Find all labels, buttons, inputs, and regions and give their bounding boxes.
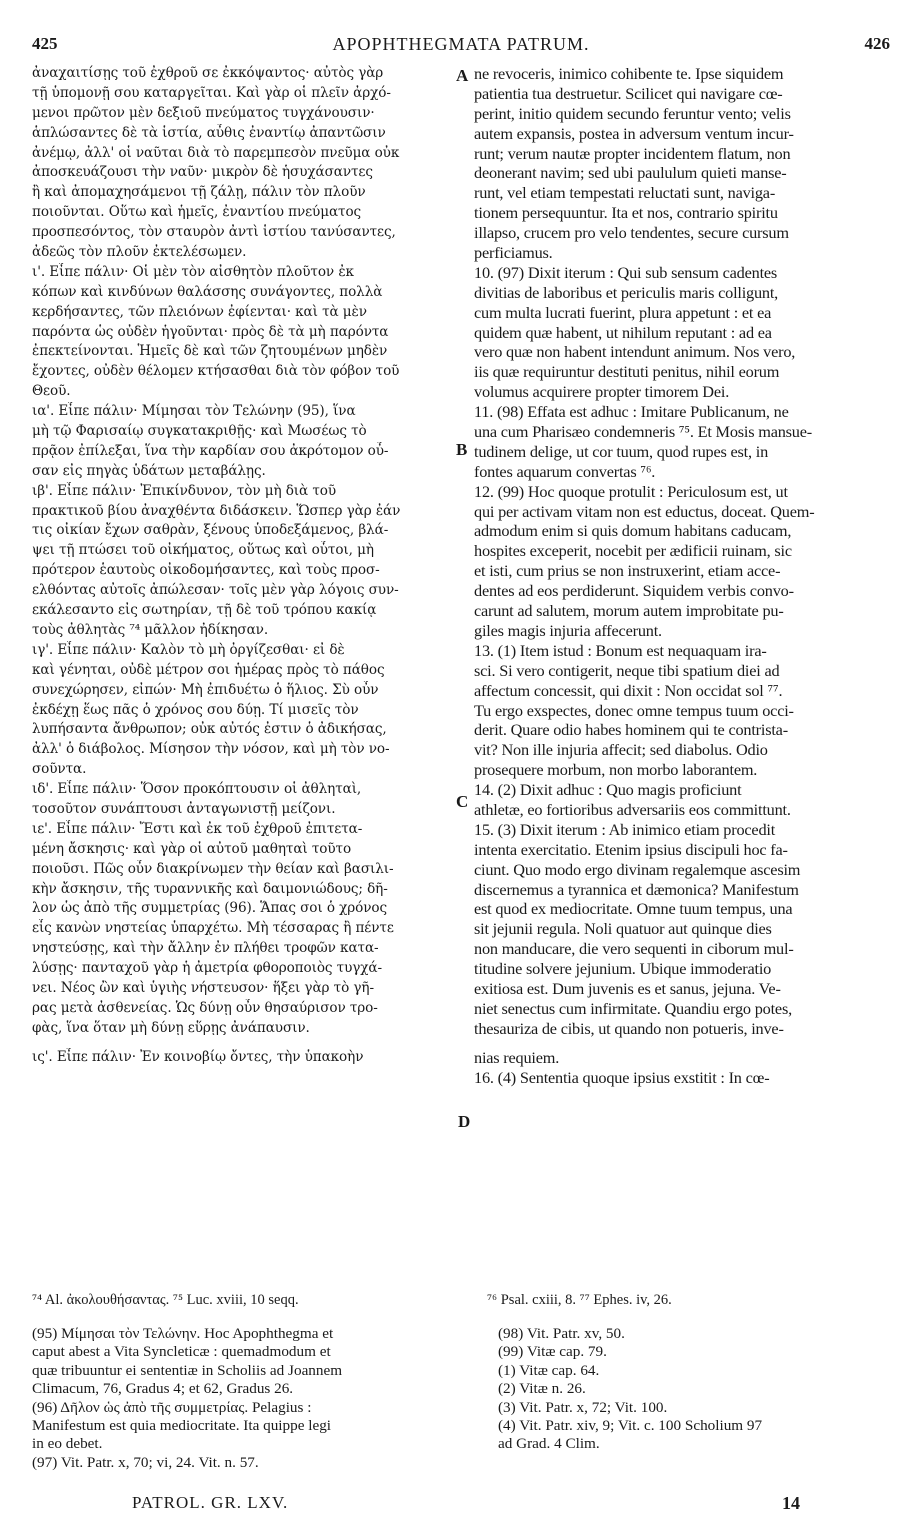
latin-text-line: 15. (3) Dixit iterum : Ab inimico etiam procedit <box>474 819 776 839</box>
note-line: (96) Δῆλον ὡς ἀπὸ τῆς συμμετρίας. Pelagius : <box>32 1398 312 1416</box>
greek-text-line: ἀδεῶς τὸν πλοῦν ἐκτελέσωμεν. <box>32 244 247 261</box>
paragraph-gap <box>32 1039 462 1048</box>
greek-text-line: μένη ἄσκησις· καὶ γὰρ οἱ αὐτοῦ μαθηταὶ τοῦτο <box>32 840 352 857</box>
latin-text-line: 10. (97) Dixit iterum : Qui sub sensum cadentes <box>474 262 778 282</box>
page-header <box>32 34 890 58</box>
greek-text-line: τοὺς ἀθλητὰς ⁷⁴ μᾶλλον ἠδίκησαν. <box>32 621 269 638</box>
greek-text-line: νει. Νέος ὢν καὶ ὑγιὴς νήστευσον· ἥξει γὰρ τὸ γῆ- <box>32 979 374 996</box>
latin-text-line: Tu ergo exspectes, donec omne tempus tuum occi- <box>474 700 794 720</box>
greek-text-line: μὴ τῷ Φαρισαίῳ συγκατακριθῇς· καὶ Μωσέως τὸ <box>32 423 367 440</box>
note-line: (1) Vitæ cap. 64. <box>498 1361 600 1379</box>
greek-text-line: ποιοῦνται. Οὕτω καὶ ἡμεῖς, ἐναντίου πνεύματος <box>32 204 362 221</box>
greek-text-line: λον ὡς ἀπὸ τῆς συμμετρίας (96). Ἅπας σοι ὁ χρόνος <box>32 900 387 917</box>
footnotes-left <box>32 1291 472 1310</box>
latin-text-line: ne revoceris, inimico cohibente te. Ipse siquidem <box>474 64 784 83</box>
note-line: (2) Vitæ n. 26. <box>498 1380 586 1398</box>
latin-text-line: 11. (98) Effata est adhuc : Imitare Publicanum, ne <box>474 402 789 422</box>
greek-text-line: πρακτικοῦ βίου ἀναχθέντα διδάσκειν. Ὥσπερ γὰρ ἐάν <box>32 502 401 519</box>
latin-text-line: intenta exercitatio. Etenim ipsius discipuli hoc fa- <box>474 839 788 859</box>
greek-text-line: Θεοῦ. <box>32 383 71 400</box>
greek-text-line: προσπεσόντος, τὸν σταυρὸν ἀντὶ ἱστίου τανύσαντες, <box>32 224 396 241</box>
latin-text-line: iis quæ requiruntur destituti penitus, nihil eorum <box>474 362 780 382</box>
latin-text-line: sit jejunii regula. Noli quatuor aut quinque dies <box>474 919 772 939</box>
margin-marker-c: C <box>456 792 469 811</box>
latin-text-column <box>474 64 890 1087</box>
greek-text-line: ἀναχαιτίσῃς τοῦ ἐχθροῦ σε ἐκκόψαντος· αὐτὸς γὰρ <box>32 65 384 81</box>
latin-text-line: tudinem delige, ut cor tuum, quod rupes est, in <box>474 441 769 461</box>
note-line: (95) Μίμησαι τὸν Τελώνην. Hoc Apophthegma et <box>32 1325 334 1342</box>
greek-text-line: σαν εἰς πηγὰς ὑδάτων μεταβάλῃς. <box>32 462 266 479</box>
latin-text-line: cum multa lucrati fuerint, plura appetunt : et ea <box>474 302 772 322</box>
greek-text-line: ἀνέμῳ, ἀλλ' οἱ ναῦται διὰ τὸ παρεμπεσὸν πνεῦμα οὐκ <box>32 144 400 161</box>
latin-text-line: titudine solvere jejunium. Ubique immoderatio <box>474 959 772 979</box>
latin-text-line: ciunt. Quo modo ergo divinam regalemque ascesim <box>474 859 801 879</box>
greek-text-line: λύσῃς· πανταχοῦ γὰρ ἡ ἀμετρία φθοροποιὸς τυγχά- <box>32 960 382 977</box>
greek-text-line: τις οἰκίαν ἔχων σαθρὰν, ξένους ὑποδεξάμενος, βλά- <box>32 522 389 539</box>
latin-text-line: 16. (4) Sententia quoque ipsius exstitit : In cœ- <box>474 1067 770 1087</box>
latin-text-line: affectum concessit, qui dixit : Non occidat sol ⁷⁷. <box>474 680 783 700</box>
greek-text-line: κόπων καὶ κινδύνων θαλάσσης συνάγοντες, πολλὰ <box>32 283 383 300</box>
latin-text-line: et isti, cum prius se non instruxerint, etiam acce- <box>474 561 781 581</box>
latin-text-line: runt; verum nautæ propter incidentem flatum, non <box>474 143 791 163</box>
greek-text-line: ἔχοντες, οὐδὲν θέλομεν κτήσασθαι διὰ τὸν φόβον τοῦ <box>32 363 400 380</box>
greek-text-line: ἁπλώσαντες δὲ τὰ ἱστία, αὖθις ἐναντίῳ ἀπαντῶσιν <box>32 124 386 141</box>
greek-text-line: ιγ'. Εἶπε πάλιν· Καλὸν τὸ μὴ ὀργίζεσθαι· εἰ δὲ <box>32 641 345 658</box>
latin-text-line: niet senectus cum infirmitate. Quandiu ergo potes, <box>474 998 792 1018</box>
latin-text-line: exitiosa est. Dum juvenis es et sanus, jejuna. Ve- <box>474 978 781 998</box>
latin-text-line: giles magis injuria affecerunt. <box>474 620 662 640</box>
note-line: Manifestum est quia mediocritate. Ita quippe legi <box>32 1417 332 1435</box>
greek-text-line: πρότερον ἑαυτοὺς οἰκοδομήσαντες, καὶ τοὺς προσ- <box>32 562 380 579</box>
note-line: (98) Vit. Patr. xv, 50. <box>498 1325 625 1342</box>
greek-text-line: εκάλεσαντο εἰς σωτηρίαν, τῇ δὲ τοῦ τρόπου κακίᾳ <box>32 602 377 619</box>
latin-text-line: vit? Non ille injuria affecit; sed diabolus. Odio <box>474 740 768 760</box>
note-line: ad Grad. 4 Clim. <box>498 1435 600 1453</box>
margin-marker-a: A <box>456 66 469 85</box>
latin-text-line: est quod ex mediocritate. Omne tuum tempus, una <box>474 899 793 919</box>
greek-text-line: σοῦντα. <box>32 761 87 778</box>
editorial-notes-right <box>498 1325 898 1454</box>
latin-text-line: hospites exceperit, nocebit per ædificii ruinam, sic <box>474 541 792 561</box>
latin-text-line: quidem quæ habent, ut nihilum reputant : ad ea <box>474 322 772 342</box>
note-line: caput abest a Vita Syncleticæ : quemadmodum et <box>32 1343 331 1361</box>
greek-text-line: ἐκδέχῃ ἕως πᾶς ὁ χρόνος σου δύῃ. Τί μισεῖς τὸν <box>32 701 359 718</box>
running-title: APOPHTHEGMATA PATRUM. <box>332 34 590 54</box>
greek-text-line: ἐπεκτείνονται. Ἡμεῖς δὲ καὶ τῶν ζητουμένων μηδὲν <box>32 343 388 360</box>
latin-text-line: vero quæ non habent intendunt animum. Nos vero, <box>474 342 796 362</box>
note-line: (97) Vit. Patr. x, 70; vi, 24. Vit. n. 57. <box>32 1453 259 1471</box>
note-line: in eo debet. <box>32 1435 103 1453</box>
greek-text-line: πρᾷον ἐπίλεξαι, ἵνα τὴν καρδίαν σου ἀκρότομον οὖ- <box>32 442 389 459</box>
latin-text-line: carunt ad salutem, morum autem improbitate pu- <box>474 601 784 621</box>
greek-text-line: λυπήσαντα ἄνθρωπον; οὐκ αὐτός ἐστιν ὁ ἀδικήσας, <box>32 721 387 738</box>
greek-text-line: ψει τῇ πτώσει τοῦ οἰκήματος, οὕτως καὶ οὗτοι, μὴ <box>32 542 374 559</box>
latin-text-line: prosequere morbum, non morbo laborantem. <box>474 760 758 780</box>
latin-text-line: thesauriza de cibis, ut quando non potueris, inve- <box>474 1018 784 1038</box>
latin-text-line: perficiamus. <box>474 243 553 263</box>
signature-mark: PATROL. GR. LXV. <box>132 1493 289 1512</box>
greek-text-line: καὶ γένηται, οὐδὲ μέτρον σοι ἡμέρας πρὸς τὸ πάθος <box>32 661 385 678</box>
greek-text-line: ια'. Εἶπε πάλιν· Μίμησαι τὸν Τελώνην (95), ἵνα <box>32 403 356 420</box>
latin-text-line: patientia tua destruetur. Scilicet qui navigare cœ- <box>474 83 783 103</box>
greek-text-line: ιβ'. Εἶπε πάλιν· Ἐπικίνδυνον, τὸν μὴ διὰ τοῦ <box>32 482 337 499</box>
latin-text-line: divitias de laboribus et periculis maris colligunt, <box>474 282 779 302</box>
latin-text-line: 13. (1) Item istud : Bonum est nequaquam ira- <box>474 640 767 660</box>
latin-text-line: sci. Si vero contigerit, neque tibi spatium diei ad <box>474 660 780 680</box>
note-line: Climacum, 76, Gradus 4; et 62, Gradus 26. <box>32 1380 294 1398</box>
greek-text-line: συνεχώρησεν, εἰπών· Μὴ ἐπιδυέτω ὁ ἥλιος. Σὺ οὖν <box>32 681 379 698</box>
greek-text-line: εἷς κανὼν νηστείας ὑπαρχέτω. Μὴ τέσσαρας ἢ πέντε <box>32 920 394 937</box>
greek-text-line: κερδήσαντες, τῶν πλειόνων ἐφίενται· καὶ τὰ μὲν <box>32 303 367 320</box>
latin-text-line: 14. (2) Dixit adhuc : Quo magis proficiunt <box>474 780 742 800</box>
greek-text-line: τοσοῦτον συνάπτουσι ἀνταγωνιστῇ μείζονι. <box>32 800 336 817</box>
greek-text-line: ἀλλ' ὁ διάβολος. Μίσησον τὴν νόσον, καὶ μὴ τὸν νο- <box>32 741 390 758</box>
page-number-right: 426 <box>864 34 890 53</box>
latin-text-line: tionem persequuntur. Ita et nos, contrario spiritu <box>474 203 778 223</box>
footnote-line: ⁷⁶ Psal. cxiii, 8. ⁷⁷ Ephes. iv, 26. <box>487 1292 672 1308</box>
latin-text-line: athletæ, eo fortioribus adversariis eos committunt. <box>474 799 791 819</box>
latin-text-line: runt, vel etiam tempestati reluctati sunt, naviga- <box>474 183 776 203</box>
latin-text-line: deonerant navim; sed ubi paululum quieti manse- <box>474 163 787 183</box>
greek-text-line: ἢ καὶ ἀπομαχησάμενοι τῇ ζάλῃ, πάλιν τὸν πλοῦν <box>32 184 366 201</box>
greek-text-line: ρας μετὰ ἀσθενείας. Ὡς δύνῃ οὖν θησαύρισον τρο- <box>32 999 378 1016</box>
latin-text-line: derit. Quare odio habes hominem qui te contrista- <box>474 720 788 740</box>
note-line: (3) Vit. Patr. x, 72; Vit. 100. <box>498 1398 668 1416</box>
greek-text-line: ιδ'. Εἶπε πάλιν· Ὅσον προκόπτουσιν οἱ ἀθληταὶ, <box>32 781 362 798</box>
greek-text-line: ποιοῦσι. Πῶς οὖν διακρίνωμεν τὴν θείαν καὶ βασιλι- <box>32 860 394 877</box>
latin-text-line: 12. (99) Hoc quoque protulit : Periculosum est, ut <box>474 481 788 501</box>
latin-text-line: admodum enim si quis domum habitans caducam, <box>474 521 792 541</box>
greek-text-line: ἀποσκευάζουσι τὴν ναῦν· μικρὸν δὲ ἡσυχάσαντες <box>32 164 373 181</box>
latin-text-line: nias requiem. <box>474 1047 560 1067</box>
latin-text-line: non manducare, die vero sequenti in ciborum mul- <box>474 939 794 959</box>
page-number-left: 425 <box>32 34 58 53</box>
margin-marker-d: D <box>458 1112 471 1131</box>
page-footer <box>32 1493 890 1519</box>
note-line: quæ tribuuntur ei sententiæ in Scholiis ad Joannem <box>32 1361 343 1379</box>
greek-text-line: ις'. Εἶπε πάλιν· Ἐν κοινοβίῳ ὄντες, τὴν ὑπακοὴν <box>32 1048 364 1065</box>
greek-text-line: κὴν ἄσκησιν, τῆς τυραννικῆς καὶ δαιμονιώδους; δῆ- <box>32 880 388 897</box>
greek-text-line: τῇ ὑπομονῇ σου καταργεῖται. Καὶ γὰρ οἱ πλεῖν ἀρχό- <box>32 84 391 101</box>
greek-text-line: παρόντα ὡς οὐδὲν ἡγοῦνται· πρὸς δὲ τὰ μὴ παρόντα <box>32 323 389 340</box>
latin-text-line: perint, initio quidem secundo feruntur vento; velis <box>474 103 791 123</box>
margin-marker-b: B <box>456 440 468 459</box>
latin-text-line: discernemus a tyrannica et dæmonica? Manifestum <box>474 879 799 899</box>
note-line: (4) Vit. Patr. xiv, 9; Vit. c. 100 Scholium 97 <box>498 1417 763 1435</box>
greek-text-column <box>32 64 462 1068</box>
editorial-notes-left <box>32 1325 472 1472</box>
latin-text-line: volumus acquirere propter timorem Dei. <box>474 382 730 402</box>
greek-text-line: νηστεύσῃς, καὶ τὴν ἄλλην ἐν πλήθει τροφῶν κατα- <box>32 940 379 957</box>
greek-text-line: φὰς, ἵνα ὅταν μὴ δύνῃ εὕρῃς ἀνάπαυσιν. <box>32 1019 310 1036</box>
latin-text-line: dentes ad eos perdiderunt. Siquidem verbis convo- <box>474 581 794 601</box>
paragraph-gap <box>474 1039 890 1048</box>
latin-text-line: qui per activam vitam non est eductus, doceat. Quem- <box>474 501 815 521</box>
latin-text-line: fontes aquarum convertas ⁷⁶. <box>474 461 656 481</box>
latin-text-line: una cum Pharisæo condemneris ⁷⁵. Et Mosis mansue- <box>474 422 812 442</box>
greek-text-line: ι'. Εἶπε πάλιν· Οἱ μὲν τὸν αἰσθητὸν πλοῦτον ἐκ <box>32 263 354 280</box>
note-line: (99) Vitæ cap. 79. <box>498 1343 607 1361</box>
latin-text-line: autem expansis, postea in adversum ventum incur- <box>474 123 794 143</box>
footnote-line: ⁷⁴ Al. ἀκολουθήσαντας. ⁷⁵ Luc. xviii, 10 seqq. <box>32 1292 299 1308</box>
greek-text-line: ελθόντας αὐτοῖς ἀπώλεσαν· τοῖς μὲν γὰρ λόγοις συν- <box>32 582 399 599</box>
greek-text-line: μενοι πρῶτον μὲν δεξιοῦ πνεύματος τυγχάνουσιν· <box>32 104 375 121</box>
folio-number: 14 <box>782 1493 800 1513</box>
greek-text-line: ιε'. Εἶπε πάλιν· Ἔστι καὶ ἐκ τοῦ ἐχθροῦ ἐπιτετα- <box>32 820 363 837</box>
latin-text-line: illapso, crucem pro velo tendentes, secure cursum <box>474 223 789 243</box>
footnotes-right <box>487 1291 897 1310</box>
